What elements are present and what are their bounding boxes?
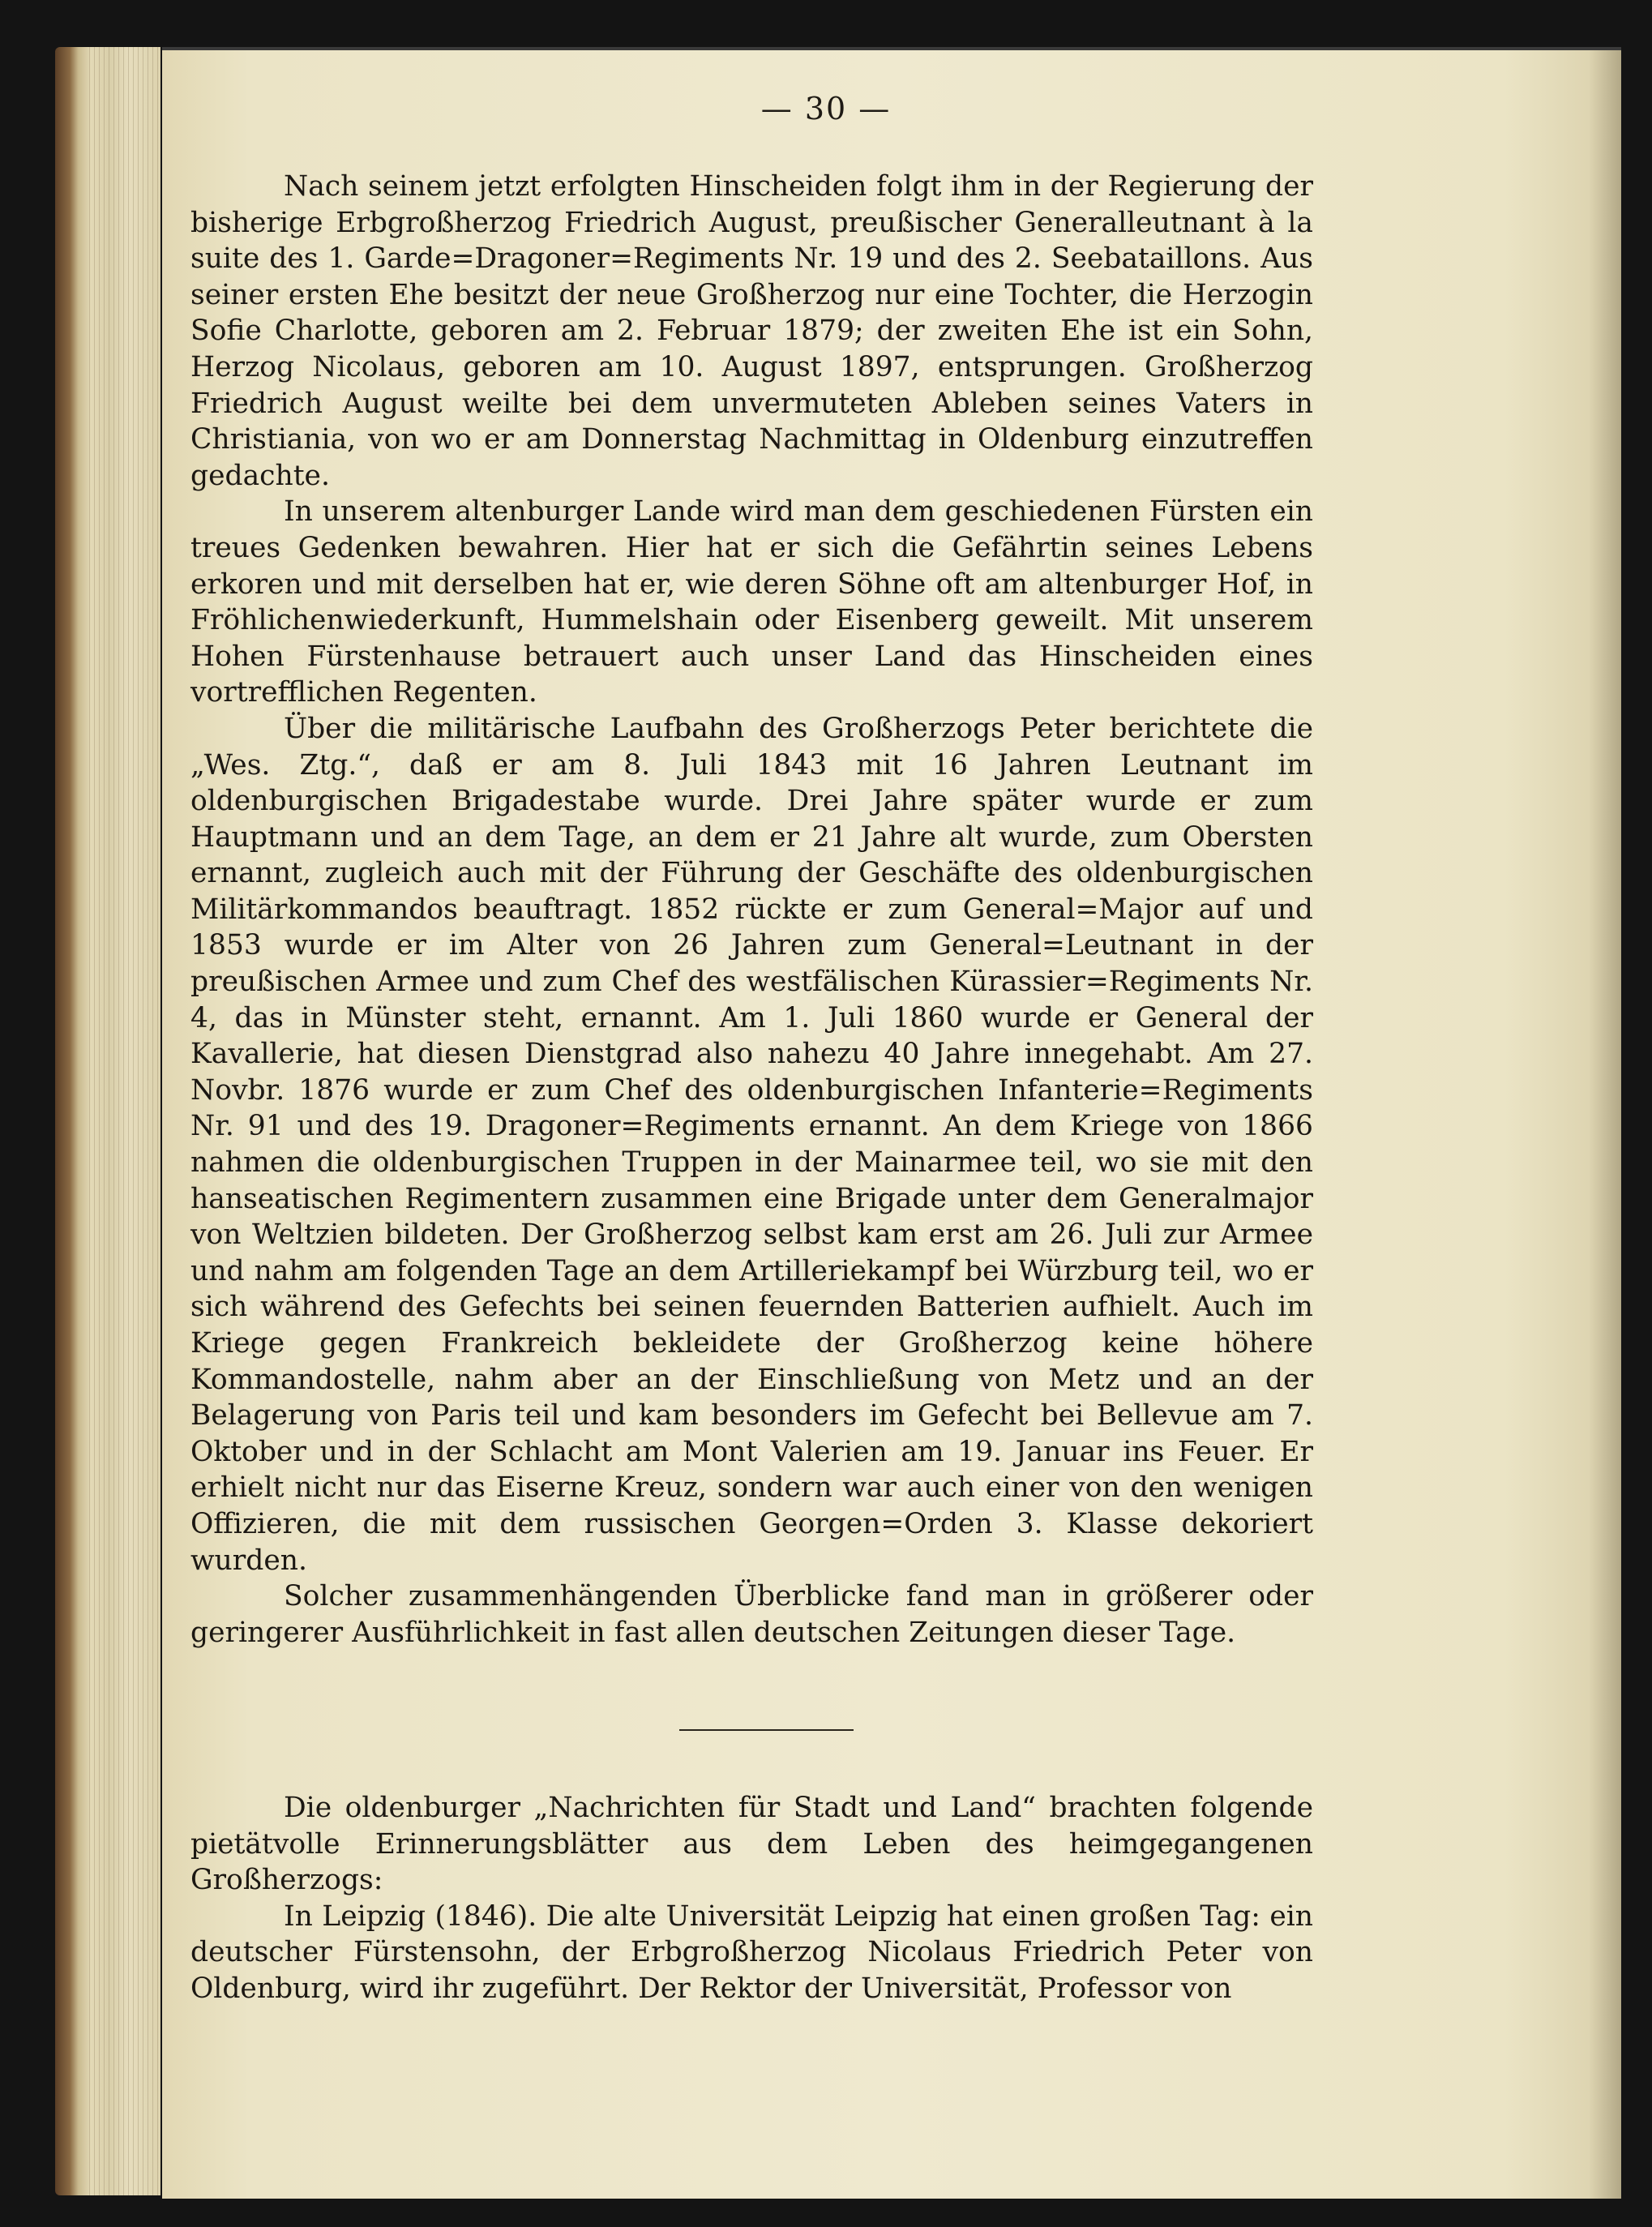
page-number: — 30 —: [760, 91, 892, 126]
section-divider: [679, 1729, 854, 1731]
main-text-block: [190, 169, 1313, 1651]
gutter-shadow: [1589, 50, 1621, 2199]
paragraph-leipzig: In Leipzig (1846). Die alte Universität Leipzig hat einen großen Tag: ein deutscher Fürstensohn, der Erbgroßherzog Nicolaus Friedrich Peter von Oldenburg, wird ihr zugeführt. Der Rektor der Universität, Professor von: [190, 1899, 1313, 2005]
paragraph-military-career: Über die militärische Laufbahn des Großherzogs Peter berichtete die „Wes. Ztg.“, daß er am 8. Juli 1843 mit 16 Jahren Leutnant im oldenburgischen Brigadestabe wurde. Drei Jahre später wurde er zum Hauptmann und an dem Tage, an dem er 21 Jahre alt wurde, zum Obersten ernannt, zugleich auch mit der Führung der Geschäfte des oldenburgischen Militärkommandos beauftragt. 1852 rückte er zum General=Major auf und 1853 wurde er im Alter von 26 Jahren zum General=Leutnant in der preußischen Armee und zum Chef des westfälischen Kürassier=Regiments Nr. 4, das in Münster steht, ernannt. Am 1. Juli 1860 wurde er General der Kavallerie, hat diesen Dienstgrad also nahezu 40 Jahre innegehabt. Am 27. Novbr. 1876 wurde er zum Chef des oldenburgischen Infanterie=Regiments Nr. 91 und des 19. Dragoner=Regiments ernannt. An dem Kriege von 1866 nahmen die oldenburgischen Truppen in der Mainarmee teil, wo sie mit den hanseatischen Regimentern zusammen eine Brigade unter dem Generalmajor von Weltzien bildeten. Der Großherzog selbst kam erst am 26. Juli zur Armee und nahm am folgenden Tage an dem Artilleriekampf bei Würzburg teil, wo er sich während des Gefechts bei seinen feuernden Batterien aufhielt. Auch im Kriege gegen Frankreich bekleidete der Großherzog keine höhere Kommandostelle, nahm aber an der Einschließung von Metz und an der Belagerung von Paris teil und kam besonders im Gefecht bei Bellevue am 7. Oktober und in der Schlacht am Mont Valerien am 19. Januar ins Feuer. Er erhielt nicht nur das Eiserne Kreuz, sondern war auch einer von den wenigen Offizieren, die mit dem russischen Georgen=Orden 3. Klasse dekoriert wurden.: [190, 712, 1313, 1577]
second-text-block: [190, 1790, 1313, 2007]
paragraph-succession: Nach seinem jetzt erfolgten Hinscheiden folgt ihm in der Regierung der bisherige Erbgroßherzog Friedrich August, preußischer Generalleutnant à la suite des 1. Garde=Dragoner=Regiments Nr. 19 und des 2. Seebataillons. Aus seiner ersten Ehe besitzt der neue Großherzog nur eine Tochter, die Herzogin Sofie Charlotte, geboren am 2. Februar 1879; der zweiten Ehe ist ein Sohn, Herzog Nicolaus, geboren am 10. August 1897, entsprungen. Großherzog Friedrich August weilte bei dem unvermuteten Ableben seines Vaters in Christiania, von wo er am Donnerstag Nachmittag in Oldenburg einzutreffen gedachte.: [190, 170, 1313, 492]
paragraph-newspapers: Solcher zusammenhängenden Überblicke fand man in größerer oder geringerer Ausführlichkeit in fast allen deutschen Zeitungen dieser Tage.: [190, 1580, 1313, 1649]
page-stack: [89, 47, 170, 2195]
paragraph-altenburg: In unserem altenburger Lande wird man dem geschiedenen Fürsten ein treues Gedenken bewahren. Hier hat er sich die Gefährtin seines Lebens erkoren und mit derselben hat er, wie deren Söhne oft am altenburger Hof, in Fröhlichenwiederkunft, Hummelshain oder Eisenberg geweilt. Mit unserem Hohen Fürstenhause betrauert auch unser Land das Hinscheiden eines vortrefflichen Regenten.: [190, 495, 1313, 709]
paragraph-nachrichten-intro: Die oldenburger „Nachrichten für Stadt und Land“ brachten folgende pietätvolle Erinnerungsblätter aus dem Leben des heimgegangenen Großherzogs:: [190, 1792, 1313, 1897]
